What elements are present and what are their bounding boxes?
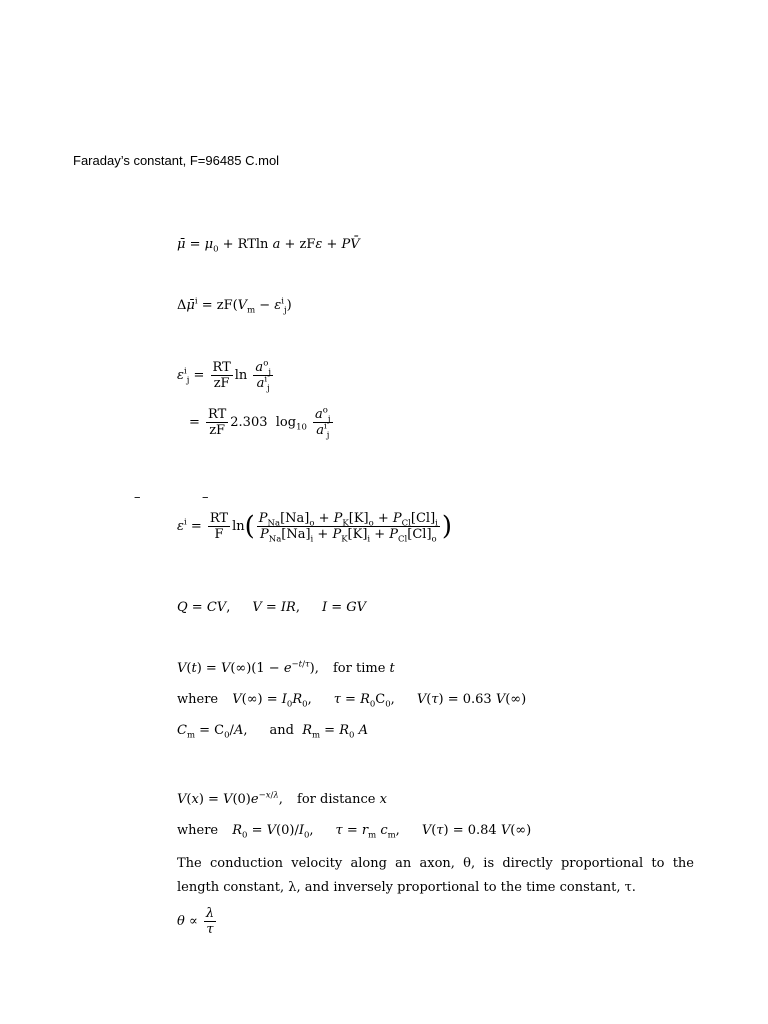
equation-length-decay: $V(x) = V(0)e^{-x/\lambda}$, for distance x bbox=[177, 790, 387, 807]
equation-circuit-relations: Q = CV, V = IR, I = GV bbox=[177, 600, 367, 615]
equation-charging-time: $V(t) = V(\infty)(1 - e^{-t/\tau})$, for time t bbox=[177, 659, 395, 676]
equation-conduction-proportionality: θ ∝ $\frac{\lambda}{\tau}$ bbox=[177, 906, 215, 937]
equation-specific-capacitance: $C_m = C_0/A$, and $R_m = R_0$ A bbox=[177, 723, 368, 741]
equation-length-constant: where $R_0 = V(0)/I_0$, $\tau = r_m$ $c_m$, V(τ) = 0.84 V(∞) bbox=[177, 823, 532, 841]
equation-electrochemical-potential: μ̄ = $\mu_0 + RTln$ a + zFε + PV̄ bbox=[177, 237, 360, 255]
equation-delta-mu: Δμ̄$^i$ = $zF(V_m - \varepsilon^i_j)$ bbox=[177, 296, 292, 316]
equation-nernst-ln: $\varepsilon^i_j$ = $\frac{RT}{zF}$ ln $\frac{a^o_j}{a^i_j}$ bbox=[177, 358, 271, 394]
equation-nernst-log: = $\frac{RT}{zF}$ 2.303 $\log_{10}$ $\frac{a^o_j}{a^i_j}$ bbox=[189, 405, 331, 441]
equation-goldman: $\varepsilon^i$ = $\frac{RT}{F}$ ln( $\frac{P_{Na}[Na]_o + P_K[K]_o + P_{Cl}[Cl]_i}{P_{Na}[Na]_i + P_K[K]_i + P_{Cl}[Cl]_o}$ ) bbox=[177, 511, 453, 545]
equation-time-constant: where $V(\infty) = I_0R_0$, $\tau = R_0C_0$, V(τ) = 0.63 V(∞) bbox=[177, 692, 527, 710]
conduction-velocity-paragraph: The conduction velocity along an axon, θ, is directly proportional to the length constant, λ, and inversely proportional to the time constant, τ. bbox=[177, 856, 694, 895]
stray-dash: – bbox=[134, 490, 141, 505]
faraday-constant-line: Faraday’s constant, F=96485 C.mol bbox=[73, 153, 280, 168]
stray-dash: – bbox=[202, 490, 209, 505]
